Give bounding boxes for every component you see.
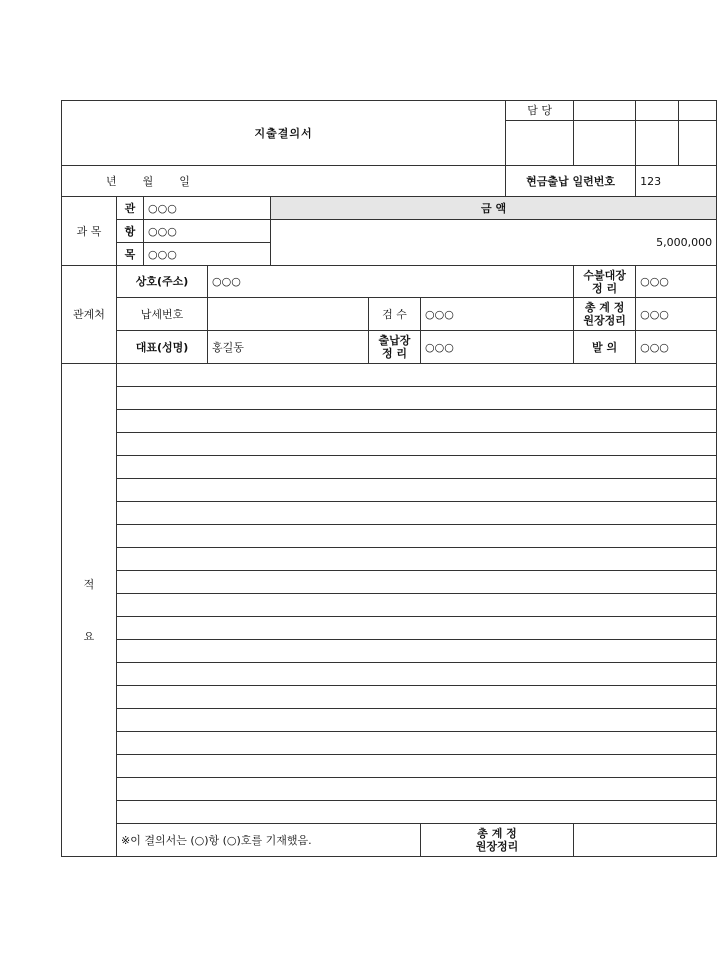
hang-value[interactable]: ○○○ <box>144 220 271 243</box>
gwan-label: 관 <box>117 197 144 220</box>
date-cell[interactable] <box>62 166 506 197</box>
vendor-label: 관계처 <box>62 266 117 364</box>
remark-line[interactable] <box>117 594 717 617</box>
serial-value[interactable]: 123 <box>636 166 717 197</box>
remark-line[interactable] <box>117 387 717 410</box>
remark-line[interactable] <box>117 548 717 571</box>
remark-line[interactable] <box>117 732 717 755</box>
approval-cell-1[interactable] <box>574 101 636 121</box>
remark-line[interactable] <box>117 571 717 594</box>
remark-line[interactable] <box>117 364 717 387</box>
remarks-label: 적 요 <box>62 364 117 857</box>
hang-label: 항 <box>117 220 144 243</box>
remark-line[interactable] <box>117 456 717 479</box>
damdang-label: 담 당 <box>506 101 574 121</box>
remark-line[interactable] <box>117 778 717 801</box>
mok-value[interactable]: ○○○ <box>144 243 271 266</box>
amount-label: 금 액 <box>271 197 717 220</box>
origin-label: 발 의 <box>574 331 636 364</box>
month-label: 월 <box>142 174 154 188</box>
form-title: 지출결의서 <box>62 101 506 166</box>
ledger-value[interactable]: ○○○ <box>636 266 717 298</box>
approval-sign-1[interactable] <box>574 121 636 166</box>
general-ledger-label: 총 계 정 원장정리 <box>574 298 636 331</box>
general-ledger-value[interactable]: ○○○ <box>636 298 717 331</box>
inspect-label: 검 수 <box>369 298 421 331</box>
approval-sign-3[interactable] <box>679 121 717 166</box>
remark-line[interactable] <box>117 640 717 663</box>
footer-note: ※이 결의서는 (○)항 (○)호를 기재했음. <box>117 824 421 857</box>
remark-line[interactable] <box>117 525 717 548</box>
cashbook-label: 출납장 정 리 <box>369 331 421 364</box>
footer-ledger-label: 총 계 정 원장정리 <box>421 824 574 857</box>
serial-label: 현금출납 일련번호 <box>506 166 636 197</box>
remark-line[interactable] <box>117 663 717 686</box>
expenditure-resolution-form <box>61 100 713 862</box>
rep-value[interactable]: 홍길동 <box>208 331 369 364</box>
origin-value[interactable]: ○○○ <box>636 331 717 364</box>
approval-cell-2[interactable] <box>636 101 679 121</box>
approval-sign-0[interactable] <box>506 121 574 166</box>
cashbook-value[interactable]: ○○○ <box>421 331 574 364</box>
gwan-value[interactable]: ○○○ <box>144 197 271 220</box>
remark-line[interactable] <box>117 755 717 778</box>
footer-ledger-value[interactable] <box>574 824 717 857</box>
remark-line[interactable] <box>117 801 717 824</box>
mok-label: 목 <box>117 243 144 266</box>
remark-line[interactable] <box>117 410 717 433</box>
form-table <box>61 100 717 857</box>
approval-sign-2[interactable] <box>636 121 679 166</box>
remark-line[interactable] <box>117 502 717 525</box>
remark-line[interactable] <box>117 479 717 502</box>
remark-line[interactable] <box>117 686 717 709</box>
subject-label: 과 목 <box>62 197 117 266</box>
remarks-section <box>62 364 717 857</box>
company-value[interactable]: ○○○ <box>208 266 574 298</box>
year-label: 년 <box>106 174 117 188</box>
amount-value[interactable]: 5,000,000 <box>271 220 717 266</box>
day-label: 일 <box>179 174 190 188</box>
ledger-label: 수불대장 정 리 <box>574 266 636 298</box>
rep-label: 대표(성명) <box>117 331 208 364</box>
inspect-value[interactable]: ○○○ <box>421 298 574 331</box>
company-label: 상호(주소) <box>117 266 208 298</box>
approval-cell-3[interactable] <box>679 101 717 121</box>
tax-label: 납세번호 <box>117 298 208 331</box>
remark-line[interactable] <box>117 709 717 732</box>
remark-line[interactable] <box>117 433 717 456</box>
remark-line[interactable] <box>117 617 717 640</box>
tax-value[interactable] <box>208 298 369 331</box>
